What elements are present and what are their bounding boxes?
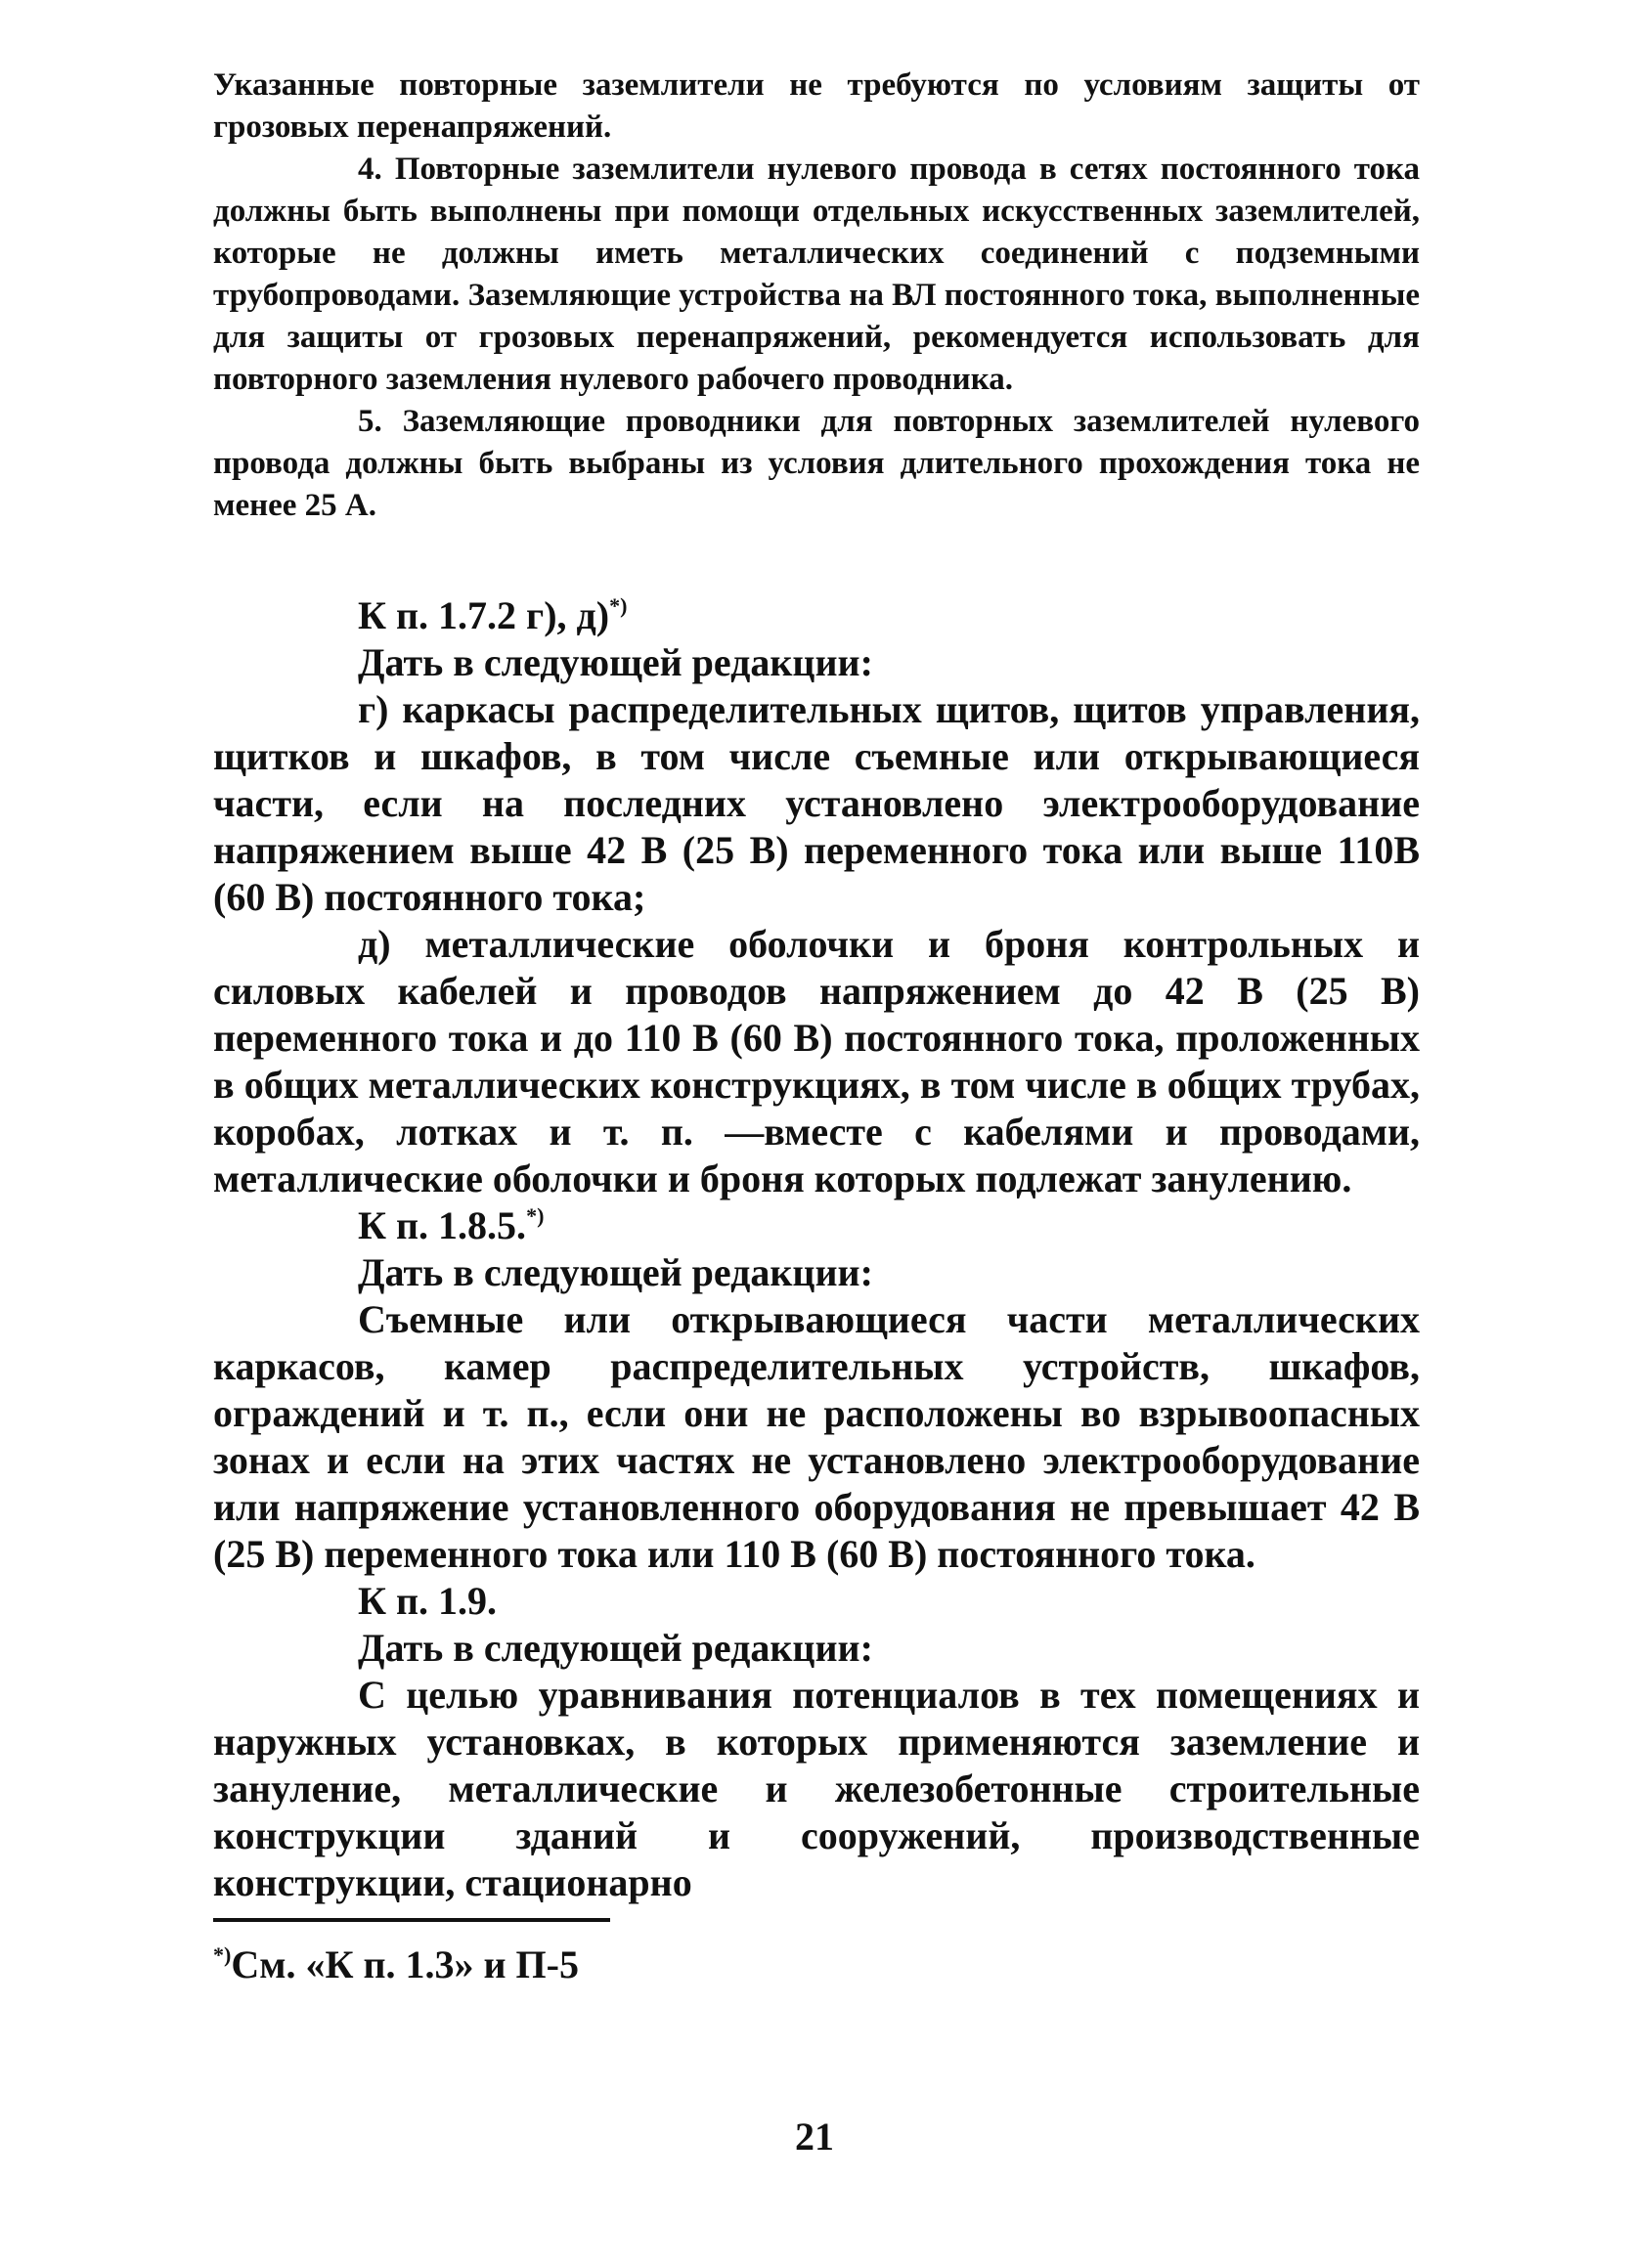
footnote-ref-mark: *) <box>526 1203 545 1228</box>
section-2-ref-text: К п. 1.8.5. <box>358 1203 527 1247</box>
section-1-ref-text: К п. 1.7.2 г), д) <box>358 593 610 637</box>
section-1-ref <box>213 592 1420 639</box>
footnote-text: См. «К п. 1.3» и П-5 <box>231 1942 579 1986</box>
section-1-item-d: д) металлические оболочки и броня контрольных и силовых кабелей и проводов напряжением до 42 В (25 В) переменного тока и до 110 В (60 В) постоянного тока, проложенных в общих металлических конструкциях, в том числе в общих трубах, коробах, лотках и т. п. —вместе с кабелями и проводами, металлические оболочки и броня которых подлежат занулению. <box>213 922 1420 1200</box>
footnote-divider <box>213 1918 610 1922</box>
footnote-ref-mark: *) <box>609 593 628 618</box>
paragraph-item-4: 4. Повторные заземлители нулевого провода в сетях постоянного тока должны быть выполнены при помощи отдельных искусственных заземлителей, которые не должны иметь металлических соединений с подземными трубопроводами. Заземляющие устройства на ВЛ постоянного тока, выполненные для защиты от грозовых перенапряжений, рекомендуется использовать для повторного заземления нулевого рабочего проводника. <box>213 152 1420 397</box>
section-2-text: Съемные или открывающиеся части металлических каркасов, камер распределительных устройств, шкафов, ограждений и т. п., если они не расположены во взрывоопасных зонах и если на этих частях не установлено электрооборудование или напряжение установленного оборудования не превышает 42 В (25 В) переменного тока или 110 В (60 В) постоянного тока. <box>213 1297 1420 1576</box>
section-3-text: С целью уравнивания потенциалов в тех помещениях и наружных установках, в которых применяются заземление и зануление, металлические и железобетонные строительные конструкции зданий и сооружений, производственные конструкции, стационарно <box>213 1673 1420 1904</box>
section-2-ref <box>213 1202 1420 1249</box>
section-3-ref: К п. 1.9. <box>358 1579 498 1623</box>
section-2-instruction: Дать в следующей редакции: <box>358 1250 873 1294</box>
paragraph-item-5: 5. Заземляющие проводники для повторных заземлителей нулевого провода должны быть выбраны из условия длительного прохождения тока не менее 25 А. <box>213 404 1420 523</box>
footnote-mark: *) <box>213 1942 232 1967</box>
section-3-instruction: Дать в следующей редакции: <box>358 1626 873 1670</box>
footnote <box>213 1941 579 1988</box>
section-1-instruction: Дать в следующей редакции: <box>358 640 873 684</box>
page-number: 21 <box>795 2115 834 2159</box>
section-1-item-g: г) каркасы распределительных щитов, щитов управления, щитков и шкафов, в том числе съемные или открывающиеся части, если на последних установлено электрооборудование напряжением выше 42 В (25 В) переменного тока или выше 110В (60 В) постоянного тока; <box>213 687 1420 919</box>
main-sections <box>213 592 1420 1906</box>
top-paragraphs <box>213 65 1420 527</box>
paragraph-intro: Указанные повторные заземлители не требуются по условиям защиты от грозовых перенапряжений. <box>213 67 1420 145</box>
